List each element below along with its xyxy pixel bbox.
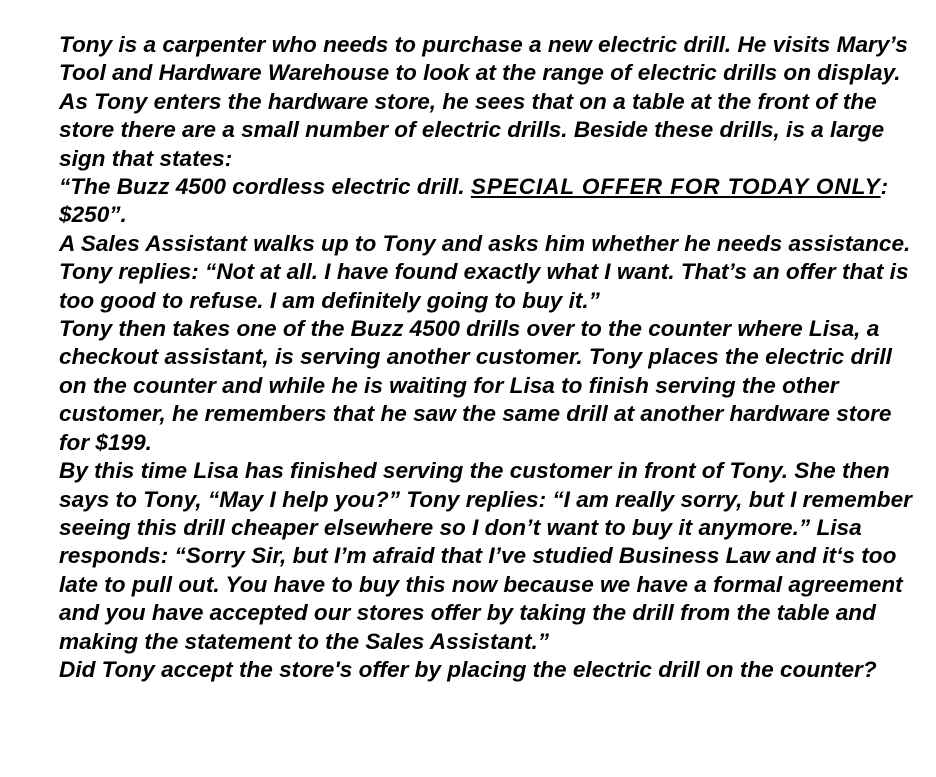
paragraph-counter: Tony then takes one of the Buzz 4500 drills over to the counter where Lisa, a checkout assistant, is serving another customer. Tony places the electric drill on the counter and while he is waiting for Lisa to finish serving the other customer, he remembers that he saw the same drill at another hardware store for $199. — [59, 316, 892, 455]
paragraph-sales-assistant: A Sales Assistant walks up to Tony and asks him whether he needs assistance. Tony replies: “Not at all. I have found exactly what I want. That’s an offer that is too good to refuse. I am definitely going to buy it.” — [59, 230, 911, 313]
paragraph-intro: Tony is a carpenter who needs to purchase a new electric drill. He visits Mary’s Tool and Hardware Warehouse to look at the range of electric drills on display. — [59, 32, 908, 86]
sign-text — [59, 173, 917, 230]
sign-text-after: : $250”. — [59, 174, 889, 228]
special-offer-text: SPECIAL OFFER FOR TODAY ONLY — [470, 174, 881, 200]
paragraph-lisa: By this time Lisa has finished serving the customer in front of Tony. She then says to Tony, “May I help you?” Tony replies: “I am really sorry, but I remember seeing this drill cheaper elsewhere so I don’t want to buy it anymore.” Lisa responds: “Sorry Sir, but I’m afraid that I’ve studied Business Law and it‘s too late to pull out. You have to buy this now because we have a formal agreement and you have accepted our stores offer by taking the drill from the table and making the statement to the Sales Assistant.” — [59, 458, 912, 654]
sign-text-before: “The Buzz 4500 cordless electric drill. — [59, 174, 471, 200]
question: Did Tony accept the store's offer by placing the electric drill on the counter? — [59, 656, 877, 682]
document-body — [59, 31, 917, 684]
paragraph-store-table: As Tony enters the hardware store, he sees that on a table at the front of the store there are a small number of electric drills. Beside these drills, is a large sign that states: — [59, 88, 885, 171]
